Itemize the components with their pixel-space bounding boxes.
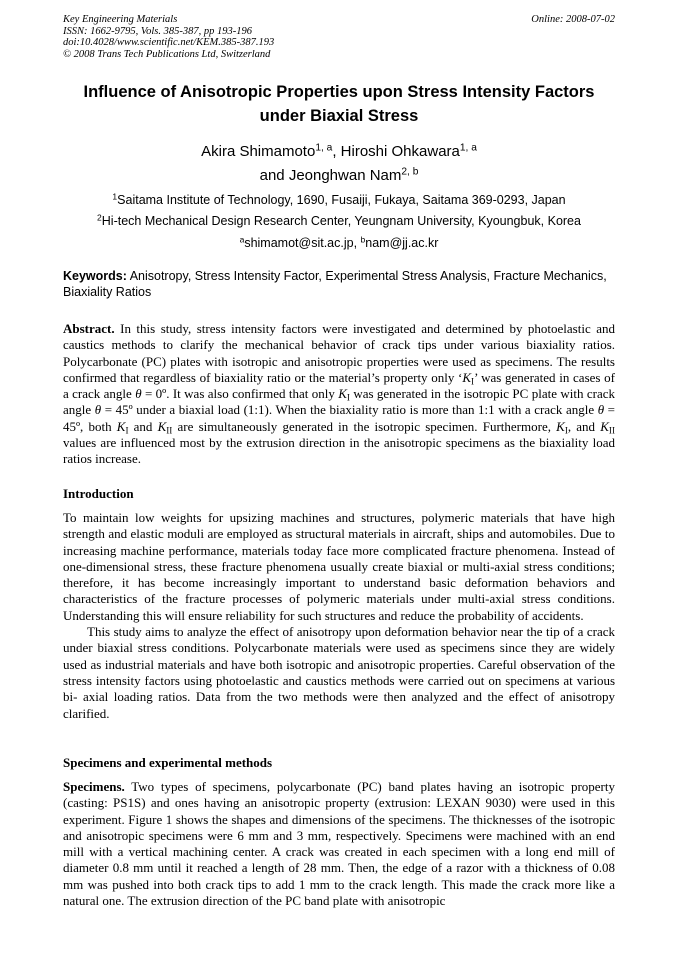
abstract-text: In this study, stress intensity factors were investigated and determined by photoelastic and caustics methods to clarify the mechanical behavior of crack tips under various biaxiality ratios. Polycarbonate (PC) plates with isotropic and anisotropic properties were used as specimens. The results confirmed that regardless of biaxiality ratio or the material’s property only ‘ [63, 321, 615, 385]
email-line [40, 235, 638, 251]
affiliation-marker: 2 [97, 212, 102, 223]
math-symbol: K [462, 369, 472, 385]
journal-name: Key Engineering Materials [63, 14, 178, 25]
math-subscript: I [564, 425, 568, 436]
author-affil-marker: 1, a [459, 142, 477, 154]
affiliation-1 [40, 192, 638, 208]
online-date: Online: 2008-07-02 [531, 14, 615, 25]
abstract-text: = 45º, both [63, 402, 615, 434]
affiliation-text: Saitama Institute of Technology, 1690, Fusaiji, Fukaya, Saitama 369-0293, Japan [117, 193, 566, 207]
issn-line: ISSN: 1662-9795, Vols. 385-387, pp 193-196 [63, 25, 252, 37]
affiliation-marker: 1 [112, 191, 118, 202]
paper-title [40, 80, 638, 128]
keywords [63, 268, 615, 300]
abstract-text: = 45º under a biaxial load (1:1). When the biaxiality ratio is more than 1:1 with a crack angle [101, 402, 598, 418]
math-symbol: θ [597, 402, 605, 418]
abstract-label: Abstract. [63, 321, 115, 336]
abstract-text: ’ was generated in cases of a crack angle [63, 369, 615, 402]
author-name: Jeonghwan Nam [288, 167, 402, 184]
author-separator: , [332, 143, 341, 160]
author-line-2 [40, 164, 638, 188]
specimens-body [63, 779, 615, 909]
section-heading-introduction: Introduction [63, 486, 134, 501]
doi-line: doi:10.4028/www.scientific.net/KEM.385-387.193 [63, 37, 275, 48]
email-marker: b [360, 234, 366, 245]
email-link[interactable]: shimamot@sit.ac.jp, [244, 236, 361, 250]
math-subscript: II [166, 425, 173, 436]
author-affil-marker: 2, b [401, 166, 419, 178]
author-list [40, 140, 638, 188]
author-name: Akira Shimamoto [201, 143, 316, 160]
paragraph: To maintain low weights for upsizing machines and structures, polymeric materials that have high strength and elastic moduli are employed as structural materials in aircraft, ships and automobiles. Due to increasing machine performance, materials today face more complicated fracture phenomena. Instead of one-dimensional stress, these fracture phenomena usually create biaxial or multi-axial stress conditions; therefore, it has become increasingly important to understand basic deformation behaviors and characteristics of the fracture processes of polymeric materials under multi-axial stress conditions. Understanding this will ensure reliability for such structures and reduce the probability of accidents. [63, 510, 615, 623]
math-symbol: K [556, 418, 565, 434]
abstract-text: are simultaneously generated in the isotropic specimen. Furthermore, [172, 418, 557, 434]
abstract [63, 321, 615, 468]
abstract-text: , and [567, 418, 601, 434]
author-line-1 [40, 140, 638, 164]
math-symbol: θ [135, 386, 142, 402]
math-symbol: K [116, 418, 126, 434]
title-line-1: Influence of Anisotropic Properties upon Stress Intensity Factors [83, 83, 595, 101]
section-heading-specimens: Specimens and experimental methods [63, 755, 273, 770]
math-subscript: I [471, 376, 475, 387]
author-and: and [259, 167, 289, 184]
math-subscript: I [125, 425, 129, 436]
math-symbol: θ [94, 402, 102, 418]
author-affil-marker: 1, a [315, 142, 333, 154]
math-symbol: K [157, 418, 167, 434]
copyright-line: © 2008 Trans Tech Publications Ltd, Switzerland [63, 48, 271, 60]
affiliation-text: Hi-tech Mechanical Design Research Center, Yeungnam University, Kyoungbuk, Korea [101, 214, 581, 228]
abstract-text: values are influenced most by the extrusion direction in the anisotropic specimens as the biaxiality load ratios increase. [63, 435, 615, 467]
math-symbol: K [338, 386, 347, 402]
email-marker: a [239, 234, 245, 245]
keywords-text: Anisotropy, Stress Intensity Factor, Experimental Stress Analysis, Fracture Mechanics, Biaxiality Ratios [63, 269, 607, 299]
title-line-2: under Biaxial Stress [259, 107, 419, 125]
author-name: Hiroshi Ohkawara [340, 143, 460, 160]
abstract-text: was generated in the isotropic PC plate with crack angle [63, 386, 615, 418]
math-subscript: I [346, 392, 350, 403]
paragraph: Two types of specimens, polycarbonate (PC) band plates having an isotropic property (casting: PS1S) and ones having an anisotropic property (extrusion: LEXAN 9030) were used in this experiment. Figure 1 shows the shapes and dimensions of the specimens. The thicknesses of the isotropic and anisotropic specimens were 6 mm and 3 mm, respectively. Specimens were machined with an end mill with a vertical machining center. A crack was created in each specimen with a long end mill of diameter 0.8 mm until it reached a length of 28 mm. Then, the edge of a razor with a thickness of 0.08 mm was pushed into both crack tips to add 1 mm to the crack length. This made the crack more like a natural one. The extrusion direction of the PC band plate with anisotropic [63, 779, 615, 909]
abstract-text: and [128, 418, 158, 434]
paragraph: This study aims to analyze the effect of anisotropy upon deformation behavior near the tip of a crack under biaxial stress conditions. Polycarbonate materials were used as specimens since they are widely used as industrial materials and have both isotropic and anisotropic properties. Careful observation of the stress intensity factors using photoelastic and caustics methods were carried out on specimens at various bi- axial loading ratios. Data from the two methods were then analyzed and the effect of anisotropy clarified. [63, 624, 615, 721]
email-link[interactable]: nam@jj.ac.kr [365, 236, 439, 250]
affiliation-2 [40, 213, 638, 229]
subsection-label: Specimens. [63, 779, 125, 794]
abstract-text: = 0º. It was also confirmed that only [141, 386, 339, 402]
journal-header [63, 14, 615, 60]
math-symbol: K [600, 418, 609, 434]
keywords-label: Keywords: [63, 269, 127, 283]
introduction-body [63, 510, 615, 722]
math-subscript: II [608, 425, 615, 436]
